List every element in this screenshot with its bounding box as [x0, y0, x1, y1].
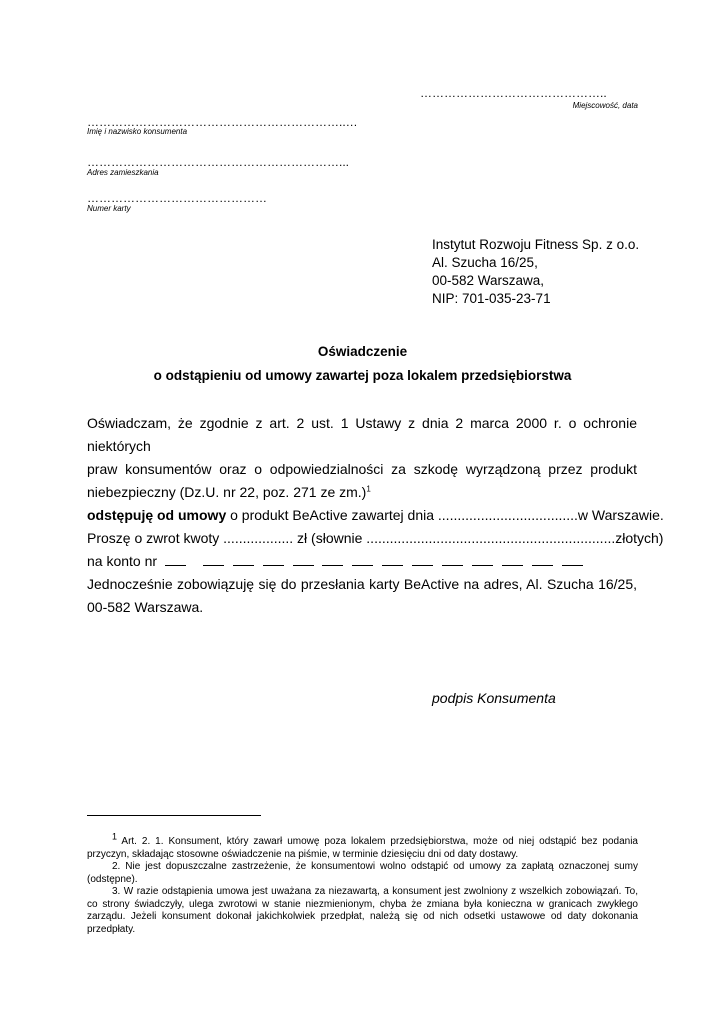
account-digit-box [233, 555, 254, 566]
footnote-paragraph-3: 3. W razie odstąpienia umowa jest uważana za niezawartą, a konsument jest zwolniony z wszelkich zobowiązań. To, co strony świadczyły, ulega zwrotowi w stanie niezmienionym, chyba że zmiana była konieczna w granicach zwykłego zarządu. Jeżeli konsument dokonał jakichkolwiek przedpłat, należą się od nich odsetki ustawowe od daty dokonania przedpłaty. [87, 886, 638, 935]
recipient-nip: NIP: 701-035-23-71 [432, 291, 551, 306]
account-digit-box [472, 555, 493, 566]
footnote-paragraph-2: 2. Nie jest dopuszczalne zastrzeżenie, że konsumentowi wolno odstąpić od umowy za zapłatą oznaczonej sumy (odstępne). [87, 861, 638, 885]
statement-paragraph [87, 412, 664, 527]
account-digit-box [562, 555, 583, 566]
document-subtitle: o odstąpieniu od umowy zawartej poza lokalem przedsiębiorstwa [153, 368, 572, 383]
card-return-line: Jednocześnie zobowiązuję się do przesłania karty BeActive na adres, Al. Szucha 16/25, [87, 576, 637, 592]
recipient-address [432, 236, 639, 308]
footnote-marker: 1 [112, 831, 118, 842]
refund-amount-line: Proszę o zwrot kwoty .................. zł (słownie ................................................................złotych) [87, 530, 664, 546]
place-date-caption: Miejscowość, data [572, 101, 638, 110]
statement-line-1: Oświadczam, że zgodnie z art. 2 ust. 1 Ustawy z dnia 2 marca 2000 r. o ochronie niektórych [87, 415, 637, 454]
footnote-separator [87, 815, 261, 816]
footnote-reference: 1 [366, 484, 371, 494]
footnote-paragraph-1 [87, 831, 638, 861]
account-digit-box [532, 555, 553, 566]
account-digit-box [442, 555, 463, 566]
recipient-company: Instytut Rozwoju Fitness Sp. z o.o. [432, 237, 640, 252]
account-digit-box [203, 555, 224, 566]
account-digit-box [322, 555, 343, 566]
footnote [87, 831, 638, 936]
consumer-name-caption: Imię i nazwisko konsumenta [87, 127, 188, 136]
account-label: na konto nr [87, 553, 158, 569]
card-return-city-line: 00-582 Warszawa. [87, 599, 204, 615]
account-digit-box [165, 555, 186, 566]
address-caption: Adres zamieszkania [87, 168, 159, 177]
refund-paragraph [87, 527, 664, 619]
recipient-city: 00-582 Warszawa, [432, 273, 545, 288]
withdrawal-rest: o produkt BeActive zawartej dnia ....................................w Warszawie. [226, 507, 664, 523]
account-digit-box [412, 555, 433, 566]
statement-line-3-text: niebezpieczny (Dz.U. nr 22, poz. 271 ze zm.) [87, 484, 367, 500]
account-digit-box [352, 555, 373, 566]
withdrawal-bold: odstępuję od umowy [87, 507, 227, 523]
statement-line-2: praw konsumentów oraz o odpowiedzialności za szkodę wyrządzoną przez produkt [87, 461, 637, 477]
statement-line-3 [87, 481, 637, 504]
withdrawal-line [87, 504, 664, 527]
account-digit-box [293, 555, 314, 566]
card-number-caption: Numer karty [87, 204, 131, 213]
footnote-text-1: Art. 2. 1. Konsument, który zawarł umowę poza lokalem przedsiębiorstwa, może od niej odstąpić bez podania przyczyn, składając stosowne oświadczenie na piśmie, w terminie dziesięciu dni od daty dostawy. [87, 836, 638, 860]
signature-label: podpis Konsumenta [432, 690, 556, 706]
consumer-name-line: ………………………………………………………..… [87, 115, 358, 129]
place-date-line: ……………………………………….. [420, 86, 607, 100]
account-digit-box [382, 555, 403, 566]
account-number-line [87, 550, 637, 573]
document-title: Oświadczenie [317, 344, 408, 359]
card-number-line: ……………………………………… [87, 191, 267, 205]
recipient-street: Al. Szucha 16/25, [432, 255, 538, 270]
account-digit-box [263, 555, 284, 566]
address-line: ………………………………………………………... [87, 155, 350, 169]
account-digit-box [502, 555, 523, 566]
